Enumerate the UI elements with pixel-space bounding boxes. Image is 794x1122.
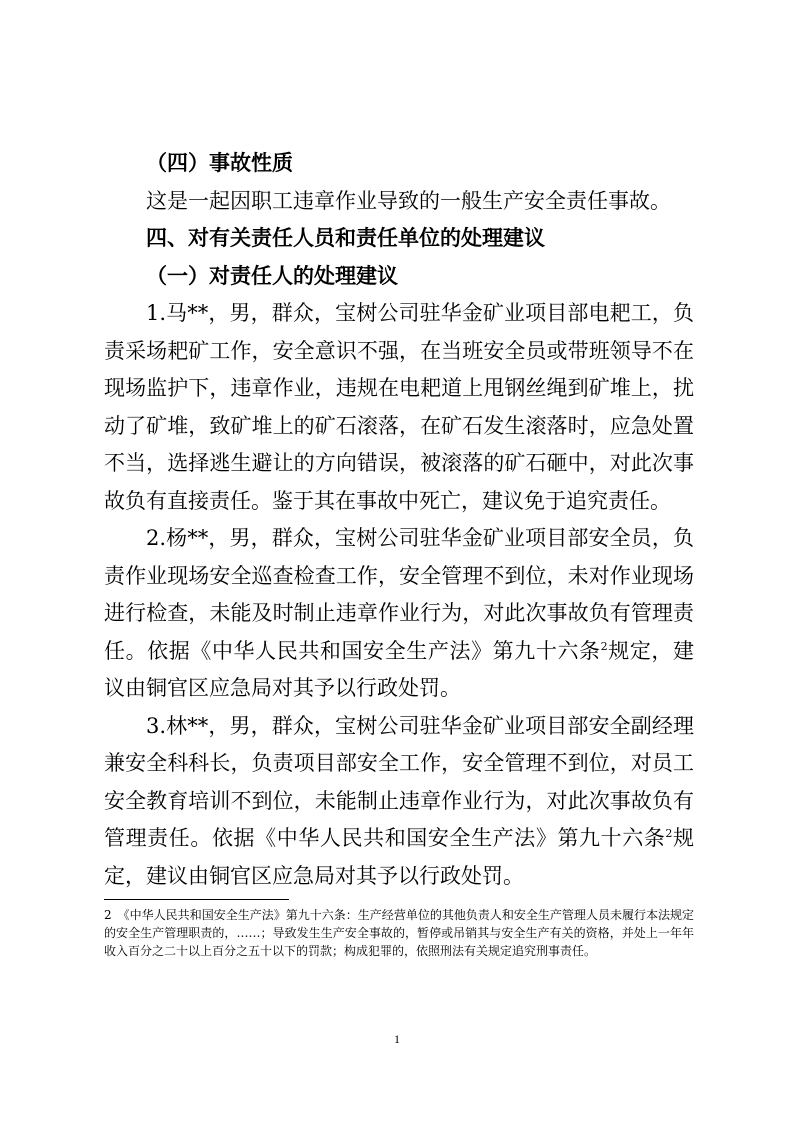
footnote-divider [104, 899, 289, 900]
footnote-text: 《中华人民共和国安全生产法》第九十六条：生产经营单位的其他负责人和安全生产管理人员未履行本法规定的安全生产管理职责的，……；导致发生生产安全事故的，暂停或吊销其与安全生产有关的资格，并处上一年年收入百分之二十以上百分之五十以下的罚款；构成犯罪的，依照刑法有关规定追究刑事责任。 [104, 908, 694, 958]
footnote-number: 2 [104, 908, 112, 922]
footnote-reference: 2 [600, 639, 608, 653]
item-paragraph-ma: 1.马**，男，群众，宝树公司驻华金矿业项目部电耙工，负责采场耙矿工作，安全意识不强，在当班安全员或带班领导不在现场监护下，违章作业，违规在电耙道上甩钢丝绳到矿堆上，扰动了矿堆，致矿堆上的矿石滚落，在矿石发生滚落时，应急处置不当，选择逃生避让的方向错误，被滚落的矿石砸中，对此次事故负有直接责任。鉴于其在事故中死亡，建议免于追究责任。 [104, 301, 694, 513]
item-text-after: 规定，建议由铜官区应急局对其予以行政处罚。 [104, 826, 694, 888]
footnote [104, 906, 694, 960]
section-heading-handling-suggestions: 四、对有关责任人员和责任单位的处理建议 [146, 226, 545, 250]
subsection-heading-responsible-persons: （一）对责任人的处理建议 [146, 263, 398, 288]
page-number: 1 [394, 1032, 400, 1046]
item-text-before: 2.杨**，男，群众，宝树公司驻华金矿业项目部安全员，负责作业现场安全巡查检查工作，安全管理不到位，未对作业现场进行检查，未能及时制止违章作业行为，对此次事故负有管理责任。依据《中华人民共和国安全生产法》第九十六条 [104, 526, 694, 663]
section-heading-accident-nature: （四）事故性质 [146, 151, 293, 175]
body-text [104, 145, 694, 895]
item-text-before: 3.林**，男，群众，宝树公司驻华金矿业项目部安全副经理兼安全科科长，负责项目部安全工作，安全管理不到位，对员工安全教育培训不到位，未能制止违章作业行为，对此次事故负有管理责任。依据《中华人民共和国安全生产法》第九十六条 [104, 713, 694, 850]
footnote-reference: 2 [665, 827, 673, 840]
accident-nature-paragraph: 这是一起因职工违章作业导致的一般生产安全责任事故。 [146, 188, 671, 213]
item-paragraph-yang [104, 520, 694, 708]
item-text-after: 规定，建议由铜官区应急局对其予以行政处罚。 [104, 638, 695, 700]
item-paragraph-lin [104, 708, 694, 896]
